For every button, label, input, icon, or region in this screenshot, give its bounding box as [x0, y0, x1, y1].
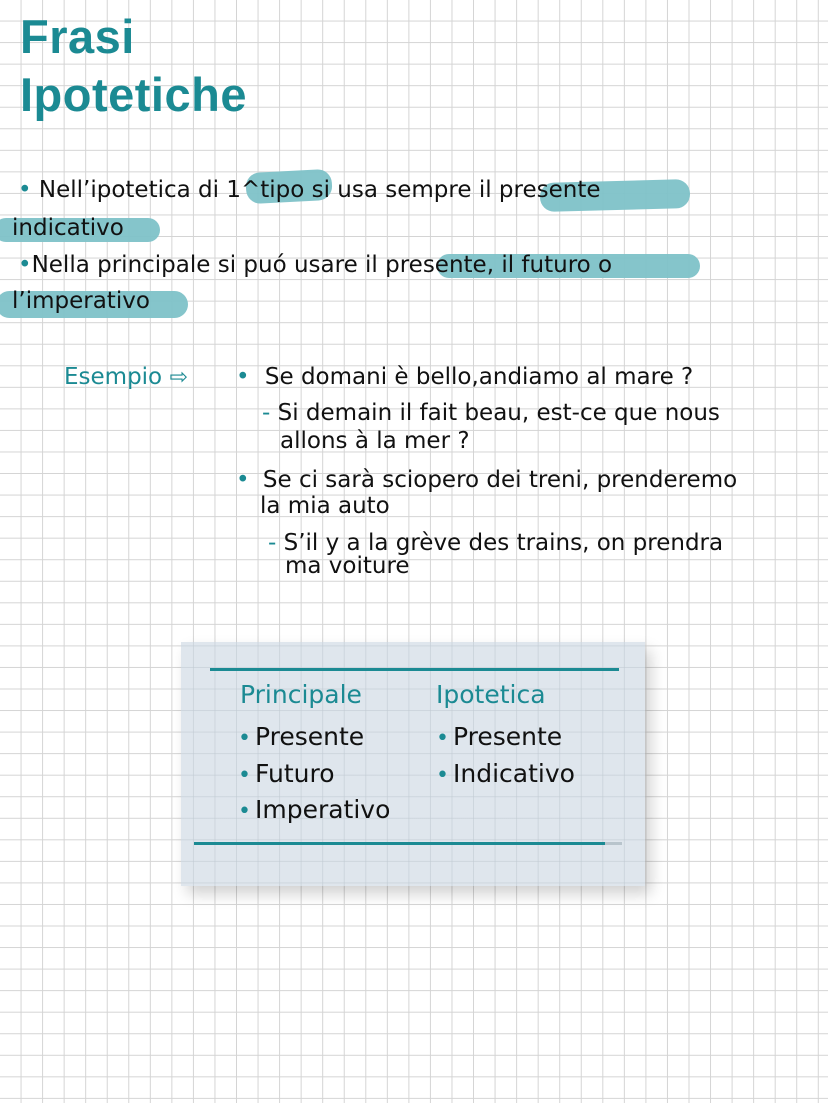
outline-arrow-right-icon: ⇨ [169, 365, 188, 390]
highlighted-term: presente [498, 177, 601, 203]
column-heading-principale: Principale [240, 680, 362, 709]
bullet-icon: • [236, 364, 250, 390]
page-title [20, 8, 247, 124]
rule-2-line-2 [12, 286, 150, 316]
example-2-french-line-1: - S’il y a la grève des trains, on prendra [268, 530, 724, 556]
example-2-italian-line-1: • Se ci sarà sciopero dei treni, prenderemo [236, 467, 738, 493]
example-2-french-line-2: ma voiture [285, 553, 410, 579]
example-1-italian: • Se domani è bello,andiamo al mare ? [236, 364, 694, 390]
principale-item: • Futuro [238, 759, 335, 788]
highlighted-term: indicativo [12, 215, 124, 241]
bullet-icon: • [238, 799, 251, 824]
bullet-icon: • [18, 252, 32, 278]
bottom-divider-faded [605, 842, 622, 845]
bullet-icon: • [436, 763, 449, 788]
bullet-icon: • [236, 467, 250, 493]
highlighted-term: presente, il futuro o [385, 252, 613, 278]
ipotetica-item: • Indicativo [436, 759, 575, 788]
title-line-2: Ipotetiche [20, 68, 247, 121]
bullet-icon: • [238, 726, 251, 751]
bottom-divider [194, 842, 605, 845]
highlighted-term: l’imperativo [12, 288, 150, 314]
bullet-icon: • [436, 726, 449, 751]
dash-icon: - [262, 400, 271, 426]
principale-item: • Imperativo [238, 795, 391, 824]
dash-icon: - [268, 530, 277, 556]
example-2-italian-line-2: la mia auto [260, 493, 390, 519]
summary-box [181, 642, 645, 886]
example-1-french-line-1: - Si demain il fait beau, est-ce que nous [262, 400, 720, 426]
column-heading-ipotetica: Ipotetica [436, 680, 546, 709]
ipotetica-item: • Presente [436, 722, 563, 751]
rule-1-line-1: • Nell’ipotetica di 1^tipo si usa sempre il presente [18, 177, 601, 203]
highlighted-term: 1^tipo [226, 177, 305, 203]
principale-item: • Presente [238, 722, 365, 751]
example-1-french-line-2: allons à la mer ? [280, 428, 470, 454]
top-divider [210, 668, 619, 671]
bullet-icon: • [18, 177, 32, 203]
rule-2-line-1: •Nella principale si puó usare il presente, il futuro o [18, 252, 613, 278]
title-line-1: Frasi [20, 10, 135, 63]
example-label: Esempio ⇨ [64, 364, 188, 390]
rule-1-line-2 [12, 213, 124, 243]
bullet-icon: • [238, 763, 251, 788]
